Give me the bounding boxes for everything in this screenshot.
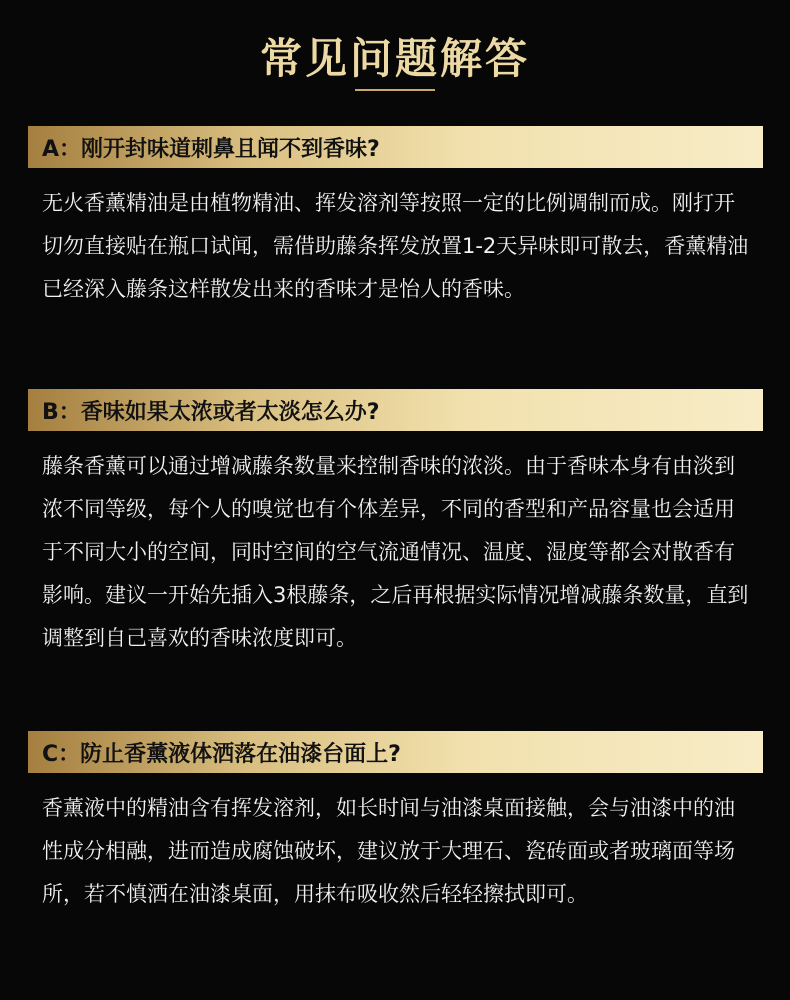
- faq-question-b: B：香味如果太浓或者太淡怎么办?: [28, 389, 763, 431]
- page-title: 常见问题解答: [259, 34, 530, 83]
- faq-answer-c: 香薰液中的精油含有挥发溶剂，如长时间与油漆桌面接触，会与油漆中的油性成分相融，进而造成腐蚀破坏，建议放于大理石、瓷砖面或者玻璃面等场所，若不慎洒在油漆桌面，用抹布吸收然后轻轻擦拭即可。: [42, 796, 735, 906]
- faq-question-c: C：防止香薰液体洒落在油漆台面上?: [28, 731, 763, 773]
- faq-answer-a: 无火香薰精油是由植物精油、挥发溶剂等按照一定的比例调制而成。刚打开切勿直接贴在瓶口试闻，需借助藤条挥发放置1-2天异味即可散去，香薰精油已经深入藤条这样散发出来的香味才是怡人的香味。: [42, 191, 749, 301]
- title-underline: [355, 89, 435, 91]
- faq-answer-b: 藤条香薰可以通过增减藤条数量来控制香味的浓淡。由于香味本身有由淡到浓不同等级，每个人的嗅觉也有个体差异，不同的香型和产品容量也会适用于不同大小的空间，同时空间的空气流通情况、温度、湿度等都会对散香有影响。建议一开始先插入3根藤条，之后再根据实际情况增减藤条数量，直到调整到自己喜欢的香味浓度即可。: [42, 454, 749, 650]
- faq-question-a: A：刚开封味道刺鼻且闻不到香味?: [28, 126, 763, 168]
